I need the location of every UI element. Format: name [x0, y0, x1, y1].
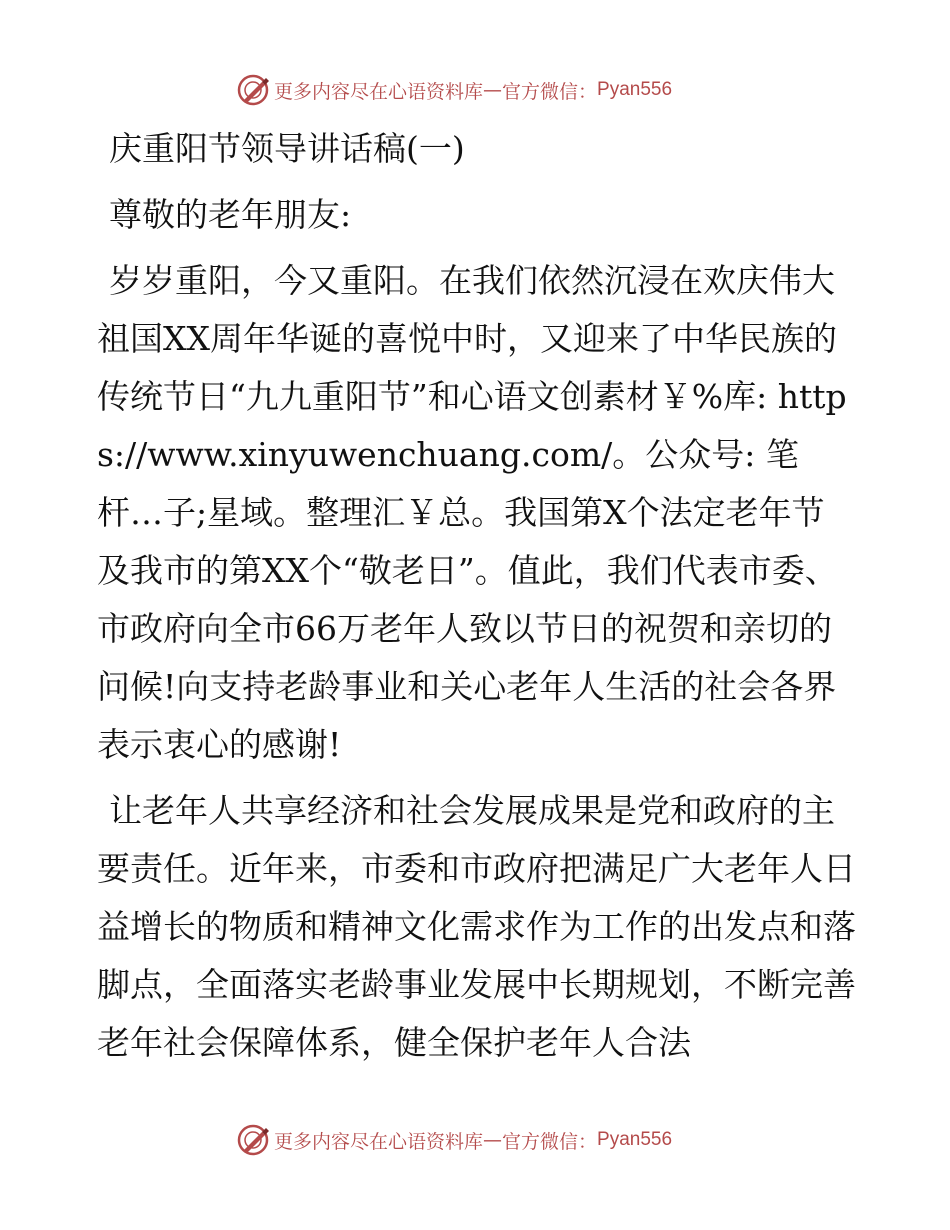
banner-dash: —: [483, 79, 503, 101]
pen-logo-icon: [236, 73, 270, 107]
header-banner[interactable]: [236, 72, 672, 108]
banner-dash: —: [483, 1129, 503, 1151]
banner-wechat-id: Pyan556: [597, 79, 673, 100]
greeting-line: 尊敬的老年朋友:: [109, 195, 352, 234]
document-title: 庆重阳节领导讲话稿(一): [109, 129, 465, 168]
banner-official-label: 官方微信：: [502, 80, 598, 103]
paragraph-2: 让老年人共享经济和社会发展成果是党和政府的主要责任。近年来，市委和市政府把满足广大老年人日益增长的物质和精神文化需求作为工作的出发点和落脚点，全面落实老龄事业发展中长期规划，不断完善老年社会保障体系，健全保护老年人合法: [97, 791, 856, 1062]
pen-logo-icon: [236, 1123, 270, 1157]
footer-banner[interactable]: [236, 1122, 672, 1158]
paragraph-1: 岁岁重阳，今又重阳。在我们依然沉浸在欢庆伟大祖国XX周年华诞的喜悦中时，又迎来了中华民族的传统节日“九九重阳节”和心语文创素材￥%库: https://www.xinyuwenchuang.com/。公众号: 笔杆…子;星域。整理汇￥总。我国第X个法定老年节及我市的第XX个“敬老日”。值此，我们代表市委、市政府向全市66万老年人致以节日的祝贺和亲切的问候!向支持老龄事业和关心老年人生活的社会各界表示衷心的感谢!: [97, 261, 847, 764]
banner-site-text: 更多内容尽在心语资料库: [274, 80, 484, 103]
banner-official-label: 官方微信：: [502, 1130, 598, 1153]
banner-wechat-id: Pyan556: [597, 1129, 673, 1150]
banner-site-text: 更多内容尽在心语资料库: [274, 1130, 484, 1153]
document-body: [97, 120, 857, 1072]
